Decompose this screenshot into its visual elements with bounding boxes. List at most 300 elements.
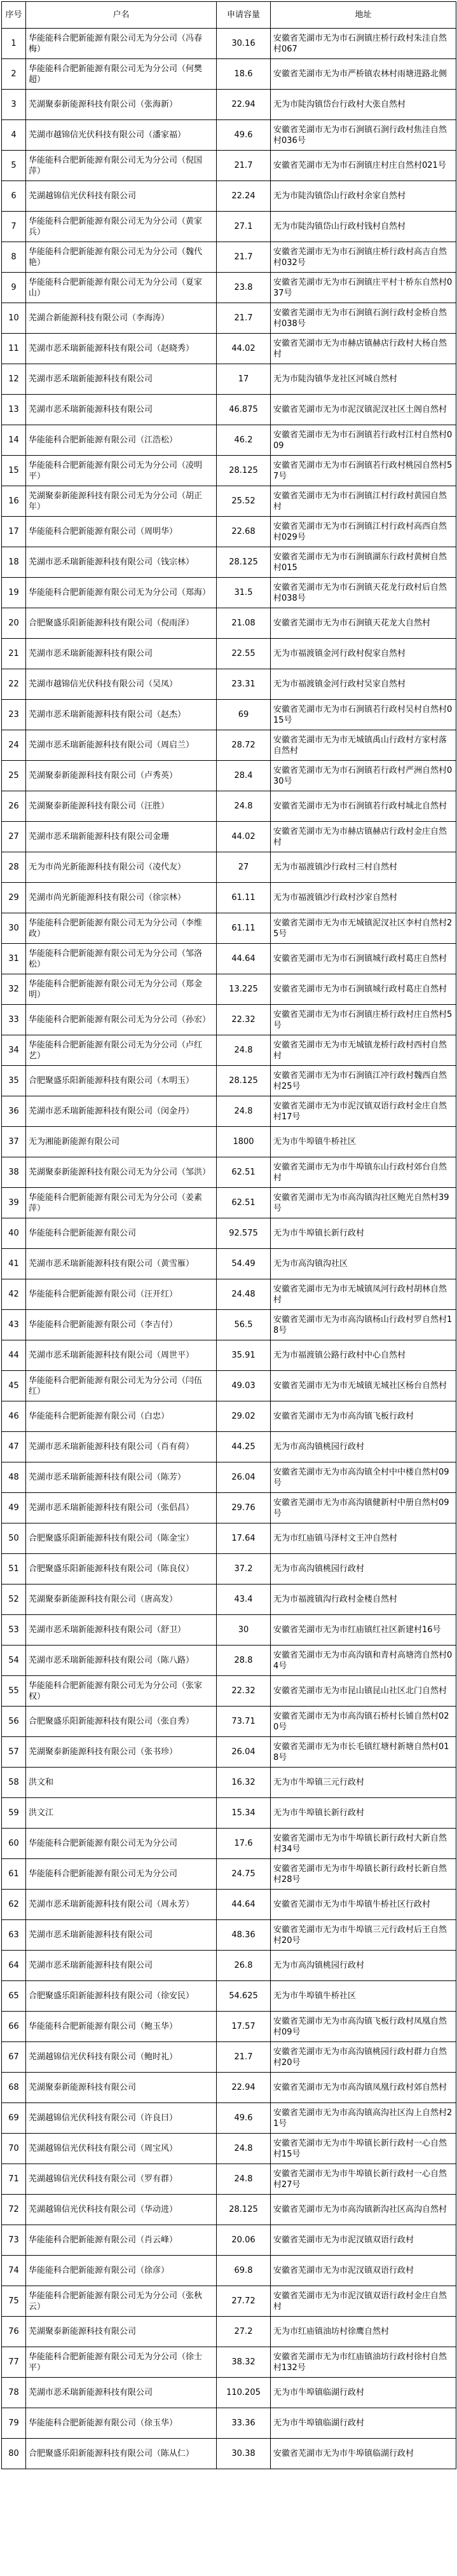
- row-index: 51: [2, 1554, 26, 1584]
- table-row: [2, 1523, 456, 1554]
- table-row: [2, 1005, 456, 1035]
- row-index: 16: [2, 486, 26, 517]
- row-index: 26: [2, 791, 26, 822]
- table-row: [2, 2286, 456, 2317]
- row-capacity: 37.2: [217, 1554, 271, 1584]
- row-capacity: 69: [217, 700, 271, 730]
- row-index: 9: [2, 273, 26, 303]
- table-row: [2, 1127, 456, 1157]
- row-index: 47: [2, 1432, 26, 1462]
- row-address: 安徽省芜湖市无为市高沟镇新沟社区高沟自然村: [271, 2195, 456, 2225]
- row-capacity: 54.625: [217, 1981, 271, 2012]
- row-address: 安徽省芜湖市无为市赫店镇赫店行政村金庄自然村: [271, 822, 456, 852]
- row-capacity: 38.32: [217, 2347, 271, 2378]
- row-owner: 芜湖市恶禾瑞新能源科技有限公司: [26, 364, 217, 395]
- table-row: [2, 1646, 456, 1676]
- table-row: [2, 2378, 456, 2408]
- row-address: 安徽省芜湖市无为市泥汊镇双语行政村: [271, 2256, 456, 2286]
- row-index: 74: [2, 2256, 26, 2286]
- row-index: 24: [2, 730, 26, 761]
- table-row: [2, 334, 456, 364]
- row-owner: 华能能科合肥新能源有限公司无为分公司: [26, 1859, 217, 1890]
- row-address: 安徽省芜湖市无为市高沟镇凤凰行政村郊自然村: [271, 2073, 456, 2103]
- row-capacity: 62.51: [217, 1157, 271, 1188]
- row-index: 36: [2, 1096, 26, 1127]
- row-address: 安徽省芜湖市无为市牛埠镇三元行政村后王自然村20号: [271, 1920, 456, 1951]
- row-capacity: 44.02: [217, 334, 271, 364]
- row-capacity: 44.02: [217, 822, 271, 852]
- row-capacity: 24.8: [217, 1096, 271, 1127]
- row-capacity: 49.6: [217, 2103, 271, 2134]
- row-index: 63: [2, 1920, 26, 1951]
- row-address: 安徽省芜湖市无为市泥汊镇双语行政村金庄自然村: [271, 2286, 456, 2317]
- row-address: 无为市牛埠镇临湖行政村: [271, 2408, 456, 2439]
- row-index: 66: [2, 2012, 26, 2042]
- row-address: 安徽省芜湖市无为市石涧镇若行政村桃园自然村57号: [271, 456, 456, 486]
- row-index: 80: [2, 2439, 26, 2469]
- row-owner: 芜湖市恶禾瑞新能源科技有限公司（张侣昌）: [26, 1493, 217, 1523]
- row-address: 安徽省芜湖市无为市石涧镇庄平村十桥东自然村037号: [271, 273, 456, 303]
- table-row: [2, 1340, 456, 1371]
- row-index: 70: [2, 2134, 26, 2164]
- row-index: 38: [2, 1157, 26, 1188]
- row-owner: 华能能科合肥新能源有限公司无为分公司（卢红艺）: [26, 1035, 217, 1066]
- row-index: 49: [2, 1493, 26, 1523]
- row-owner: 华能能科合肥新能源有限公司（李吉付）: [26, 1310, 217, 1340]
- row-index: 54: [2, 1646, 26, 1676]
- table-row: [2, 791, 456, 822]
- table-row: [2, 29, 456, 59]
- table-row: [2, 1615, 456, 1646]
- row-owner: 华能能科合肥新能源有限公司无为分公司（冯春梅）: [26, 29, 217, 59]
- row-address: 安徽省芜湖市无为市石涧镇天花龙大自然村: [271, 608, 456, 639]
- table-row: [2, 2073, 456, 2103]
- row-owner: 芜湖市恶禾瑞新能源科技有限公司（闵金丹）: [26, 1096, 217, 1127]
- row-owner: 华能能科合肥新能源有限公司无为分公司（魏代艳）: [26, 242, 217, 273]
- table-row: [2, 1371, 456, 1401]
- table-row: [2, 59, 456, 90]
- row-owner: 合肥聚盛乐阳新能源科技有限公司（徐安民）: [26, 1981, 217, 2012]
- row-index: 29: [2, 883, 26, 913]
- row-address: 安徽省芜湖市无为市高沟镇飞板行政村: [271, 1401, 456, 1432]
- row-address: 安徽省芜湖市无为市泥汊镇泥汊社区土阁自然村: [271, 395, 456, 425]
- table-row: [2, 2195, 456, 2225]
- row-capacity: 46.875: [217, 395, 271, 425]
- row-capacity: 21.7: [217, 242, 271, 273]
- row-index: 71: [2, 2164, 26, 2195]
- row-address: 安徽省芜湖市无为市赫店镇赫店行政村大杨自然村: [271, 334, 456, 364]
- row-capacity: 17.57: [217, 2012, 271, 2042]
- table-row: [2, 1066, 456, 1096]
- row-owner: 芜湖越锦信光伏科技有限公司（许良曰）: [26, 2103, 217, 2134]
- row-address: 安徽省芜湖市无为市石涧镇若行政村江村自然村009: [271, 425, 456, 456]
- row-address: 安徽省芜湖市无为市石涧镇石涧行政村金桥自然村038号: [271, 303, 456, 334]
- row-owner: 芜湖市尚光新能源科技有限公司（徐宗林）: [26, 883, 217, 913]
- table-row: [2, 913, 456, 944]
- row-owner: 无为湘能新能源有限公司: [26, 1127, 217, 1157]
- row-capacity: 27.1: [217, 212, 271, 242]
- row-capacity: 17: [217, 364, 271, 395]
- row-index: 37: [2, 1127, 26, 1157]
- row-capacity: 1800: [217, 1127, 271, 1157]
- row-owner: 芜湖市恶禾瑞新能源科技有限公司（陈芳）: [26, 1462, 217, 1493]
- row-index: 34: [2, 1035, 26, 1066]
- row-index: 60: [2, 1829, 26, 1859]
- row-owner: 芜湖市恶禾瑞新能源科技有限公司: [26, 395, 217, 425]
- row-capacity: 29.76: [217, 1493, 271, 1523]
- row-owner: 华能能科合肥新能源有限公司（白忠）: [26, 1401, 217, 1432]
- row-capacity: 17.64: [217, 1523, 271, 1554]
- row-capacity: 27.72: [217, 2286, 271, 2317]
- row-owner: 芜湖市恶禾瑞新能源科技有限公司（钱宗林）: [26, 547, 217, 578]
- row-capacity: 30: [217, 1615, 271, 1646]
- row-owner: 芜湖聚泰新能源科技有限公司（张书珍）: [26, 1737, 217, 1768]
- row-address: 安徽省芜湖市无为市石涧镇江冲行政村魏西自然村25号: [271, 1066, 456, 1096]
- row-capacity: 69.8: [217, 2256, 271, 2286]
- row-index: 27: [2, 822, 26, 852]
- row-address: 安徽省芜湖市无为市无城镇凤河行政村胡林自然村: [271, 1279, 456, 1310]
- row-index: 23: [2, 700, 26, 730]
- row-index: 64: [2, 1951, 26, 1981]
- table-row: [2, 822, 456, 852]
- row-owner: 芜湖聚泰新能源科技有限公司（卢秀英）: [26, 761, 217, 791]
- table-row: [2, 2439, 456, 2469]
- row-capacity: 22.24: [217, 181, 271, 212]
- row-index: 53: [2, 1615, 26, 1646]
- row-index: 31: [2, 944, 26, 974]
- row-address: 安徽省芜湖市无为市石涧镇湖东行政村黄树自然村015: [271, 547, 456, 578]
- row-address: 安徽省芜湖市无为市高沟镇桃园行政村群力自然村20号: [271, 2042, 456, 2073]
- table-row: [2, 151, 456, 181]
- row-capacity: 22.94: [217, 90, 271, 120]
- table-row: [2, 1035, 456, 1066]
- table-row: [2, 2225, 456, 2256]
- row-capacity: 110.205: [217, 2378, 271, 2408]
- row-owner: 合肥聚盛乐阳新能源科技有限公司（陈金宝）: [26, 1523, 217, 1554]
- row-capacity: 44.64: [217, 944, 271, 974]
- row-address: 安徽省芜湖市无为市石涧镇若行政村严洲自然村030号: [271, 761, 456, 791]
- row-owner: 华能能科合肥新能源有限公司: [26, 1218, 217, 1249]
- row-capacity: 21.7: [217, 303, 271, 334]
- row-owner: 合肥聚盛乐阳新能源科技有限公司（陈从仁）: [26, 2439, 217, 2469]
- row-index: 33: [2, 1005, 26, 1035]
- row-capacity: 18.6: [217, 59, 271, 90]
- row-index: 65: [2, 1981, 26, 2012]
- table-row: [2, 761, 456, 791]
- row-capacity: 54.49: [217, 1249, 271, 1279]
- table-row: [2, 212, 456, 242]
- row-capacity: 25.52: [217, 486, 271, 517]
- table-row: [2, 2317, 456, 2347]
- row-owner: 华能能科合肥新能源有限公司无为分公司（郑海）: [26, 578, 217, 608]
- table-row: [2, 2042, 456, 2073]
- row-index: 72: [2, 2195, 26, 2225]
- table-row: [2, 1279, 456, 1310]
- row-index: 42: [2, 1279, 26, 1310]
- row-owner: 芜湖越锦信光伏科技有限公司（华动进）: [26, 2195, 217, 2225]
- table-row: [2, 486, 456, 517]
- row-index: 2: [2, 59, 26, 90]
- table-row: [2, 1981, 456, 2012]
- table-row: [2, 852, 456, 883]
- row-address: 无为市陡沟镇岱山行政村钱村自然村: [271, 212, 456, 242]
- row-address: 无为市高沟镇桃园行政村: [271, 1951, 456, 1981]
- table-row: [2, 1096, 456, 1127]
- row-capacity: 22.32: [217, 1676, 271, 1707]
- row-capacity: 28.125: [217, 547, 271, 578]
- row-capacity: 21.08: [217, 608, 271, 639]
- row-capacity: 22.55: [217, 639, 271, 669]
- row-address: 安徽省芜湖市无为市牛埠镇临湖行政村: [271, 2439, 456, 2469]
- row-address: 安徽省芜湖市无为市石涧镇庄村庄自然村021号: [271, 151, 456, 181]
- row-index: 4: [2, 120, 26, 151]
- table-row: [2, 1890, 456, 1920]
- row-index: 40: [2, 1218, 26, 1249]
- table-row: [2, 1462, 456, 1493]
- table-row: [2, 639, 456, 669]
- row-owner: 华能能科合肥新能源有限公司无为分公司（张秋云）: [26, 2286, 217, 2317]
- row-owner: 芜湖市越锦信光伏科技有限公司（吴凤）: [26, 669, 217, 700]
- row-owner: 华能能科合肥新能源有限公司无为分公司（闫伍红）: [26, 1371, 217, 1401]
- row-capacity: 13.225: [217, 974, 271, 1005]
- table-row: [2, 944, 456, 974]
- row-owner: 华能能科合肥新能源有限公司无为分公司（凌明平）: [26, 456, 217, 486]
- row-owner: 华能能科合肥新能源有限公司（鲍玉华）: [26, 2012, 217, 2042]
- row-capacity: 29.02: [217, 1401, 271, 1432]
- row-capacity: 43.4: [217, 1584, 271, 1615]
- row-owner: 合肥聚盛乐阳新能源科技有限公司（倪雨泽）: [26, 608, 217, 639]
- row-owner: 芜湖越锦信光伏科技有限公司（罗有群）: [26, 2164, 217, 2195]
- row-owner: 华能能科合肥新能源有限公司（肖云峰）: [26, 2225, 217, 2256]
- row-owner: 华能能科合肥新能源有限公司无为分公司（邹洛松）: [26, 944, 217, 974]
- row-address: 安徽省芜湖市无为市红庙镇红社区新建村16号: [271, 1615, 456, 1646]
- row-index: 19: [2, 578, 26, 608]
- table-row: [2, 2256, 456, 2286]
- table-row: [2, 1859, 456, 1890]
- row-capacity: 27: [217, 852, 271, 883]
- row-address: 安徽省芜湖市无为市无城镇泥汊社区李村自然村25号: [271, 913, 456, 944]
- table-row: [2, 425, 456, 456]
- row-address: 安徽省芜湖市无为市高沟镇和青村高塘湾自然村04号: [271, 1646, 456, 1676]
- row-address: 安徽省芜湖市无为市石涧镇城行政村葛庄自然村: [271, 974, 456, 1005]
- row-capacity: 26.04: [217, 1462, 271, 1493]
- row-capacity: 24.8: [217, 791, 271, 822]
- row-index: 79: [2, 2408, 26, 2439]
- row-capacity: 23.8: [217, 273, 271, 303]
- row-capacity: 28.125: [217, 2195, 271, 2225]
- table-row: [2, 2347, 456, 2378]
- row-address: 无为市牛埠镇临湖行政村: [271, 2378, 456, 2408]
- row-owner: 芜湖市恶禾瑞新能源科技有限公司（赵晓秀）: [26, 334, 217, 364]
- row-index: 30: [2, 913, 26, 944]
- row-index: 39: [2, 1188, 26, 1218]
- row-index: 50: [2, 1523, 26, 1554]
- header-address: 地址: [271, 2, 456, 29]
- table-row: [2, 1218, 456, 1249]
- table-row: [2, 2164, 456, 2195]
- row-index: 14: [2, 425, 26, 456]
- row-capacity: 22.68: [217, 517, 271, 547]
- row-owner: 华能能科合肥新能源有限公司（江浩松）: [26, 425, 217, 456]
- table-row: [2, 1432, 456, 1462]
- row-owner: 芜湖越锦信光伏科技有限公司（周宝风）: [26, 2134, 217, 2164]
- row-index: 1: [2, 29, 26, 59]
- row-address: 安徽省芜湖市无为市石涧镇若行政村吴村自然村015号: [271, 700, 456, 730]
- row-index: 46: [2, 1401, 26, 1432]
- row-capacity: 61.11: [217, 913, 271, 944]
- row-capacity: 48.36: [217, 1920, 271, 1951]
- row-index: 43: [2, 1310, 26, 1340]
- table-row: [2, 1798, 456, 1829]
- row-address: 安徽省芜湖市无为市无城镇龙桥行政村西村自然村: [271, 1035, 456, 1066]
- row-address: 安徽省芜湖市无为市无城镇禹山行政村方家村落自然村: [271, 730, 456, 761]
- row-owner: 华能能科合肥新能源有限公司（汪开红）: [26, 1279, 217, 1310]
- row-owner: 洪文和: [26, 1768, 217, 1798]
- row-index: 55: [2, 1676, 26, 1707]
- table-row: [2, 2408, 456, 2439]
- row-address: 安徽省芜湖市无为市牛埠镇东山行政村郊台自然村: [271, 1157, 456, 1188]
- row-owner: 芜湖市恶禾瑞新能源科技有限公司（肖有荷）: [26, 1432, 217, 1462]
- row-index: 48: [2, 1462, 26, 1493]
- row-index: 10: [2, 303, 26, 334]
- row-address: 无为市牛埠镇牛桥社区: [271, 1981, 456, 2012]
- table-row: [2, 730, 456, 761]
- row-owner: 华能能科合肥新能源有限公司（周明华）: [26, 517, 217, 547]
- row-address: 安徽省芜湖市无为市高沟镇沟社区鲍光自然村39号: [271, 1188, 456, 1218]
- table-row: [2, 1737, 456, 1768]
- row-index: 77: [2, 2347, 26, 2378]
- row-owner: 华能能科合肥新能源有限公司无为分公司（何樊超）: [26, 59, 217, 90]
- row-index: 73: [2, 2225, 26, 2256]
- row-capacity: 35.91: [217, 1340, 271, 1371]
- row-owner: 芜湖市恶禾瑞新能源科技有限公司（舒卫）: [26, 1615, 217, 1646]
- row-index: 41: [2, 1249, 26, 1279]
- row-address: 无为市红庙镇马泽村文王冲自然村: [271, 1523, 456, 1554]
- row-capacity: 20.06: [217, 2225, 271, 2256]
- table-row: [2, 303, 456, 334]
- row-owner: 芜湖聚泰新能源科技有限公司无为分公司（胡正年）: [26, 486, 217, 517]
- row-capacity: 24.48: [217, 1279, 271, 1310]
- table-row: [2, 1157, 456, 1188]
- row-owner: 芜湖市越锦信光伏科技有限公司（潘家福）: [26, 120, 217, 151]
- table-row: [2, 273, 456, 303]
- row-index: 21: [2, 639, 26, 669]
- table-row: [2, 1676, 456, 1707]
- row-index: 6: [2, 181, 26, 212]
- row-index: 56: [2, 1707, 26, 1737]
- row-index: 20: [2, 608, 26, 639]
- row-index: 69: [2, 2103, 26, 2134]
- table-row: [2, 883, 456, 913]
- row-address: 无为市牛埠镇长新行政村: [271, 1218, 456, 1249]
- row-owner: 合肥聚盛乐阳新能源科技有限公司（木明玉）: [26, 1066, 217, 1096]
- row-capacity: 22.94: [217, 2073, 271, 2103]
- row-owner: 芜湖聚泰新能源科技有限公司（汪胜）: [26, 791, 217, 822]
- row-address: 安徽省芜湖市无为市石涧镇若行政村城北自然村: [271, 791, 456, 822]
- row-index: 45: [2, 1371, 26, 1401]
- row-owner: 无为市尚光新能源科技有限公司（凌代友）: [26, 852, 217, 883]
- row-capacity: 15.34: [217, 1798, 271, 1829]
- row-address: 安徽省芜湖市无为市高沟镇石桥村长铺自然村020号: [271, 1707, 456, 1737]
- table-row: [2, 1188, 456, 1218]
- row-owner: 芜湖市恶禾瑞新能源科技有限公司: [26, 2378, 217, 2408]
- row-address: 安徽省芜湖市无为市牛埠镇长新行政村大新自然村34号: [271, 1829, 456, 1859]
- row-capacity: 44.25: [217, 1432, 271, 1462]
- row-owner: 芜湖市恶禾瑞新能源科技有限公司（周永芳）: [26, 1890, 217, 1920]
- row-index: 5: [2, 151, 26, 181]
- row-address: 无为市福渡镇沙行政村沙家自然村: [271, 883, 456, 913]
- row-capacity: 28.125: [217, 456, 271, 486]
- row-capacity: 21.7: [217, 2042, 271, 2073]
- row-capacity: 61.11: [217, 883, 271, 913]
- row-capacity: 24.8: [217, 2134, 271, 2164]
- row-address: 安徽省芜湖市无为市长毛镇红塘村新塘自然村018号: [271, 1737, 456, 1768]
- row-address: 安徽省芜湖市无为市高沟镇全村中中楼自然村09号: [271, 1462, 456, 1493]
- row-address: 无为市陡沟镇华龙社区河城自然村: [271, 364, 456, 395]
- row-capacity: 27.2: [217, 2317, 271, 2347]
- row-owner: 芜湖聚泰新能源科技有限公司（唐高发）: [26, 1584, 217, 1615]
- row-owner: 芜湖越锦信光伏科技有限公司: [26, 181, 217, 212]
- table-row: [2, 1584, 456, 1615]
- table-row: [2, 1768, 456, 1798]
- table-row: [2, 242, 456, 273]
- row-owner: 芜湖市恶禾瑞新能源科技有限公司: [26, 1951, 217, 1981]
- row-index: 78: [2, 2378, 26, 2408]
- table-row: [2, 1707, 456, 1737]
- row-capacity: 49.6: [217, 120, 271, 151]
- row-owner: 芜湖聚泰新能源科技有限公司: [26, 2073, 217, 2103]
- row-capacity: 62.51: [217, 1188, 271, 1218]
- row-address: 无为市福渡镇金河行政村吴家自然村: [271, 669, 456, 700]
- row-address: 无为市牛埠镇牛桥社区: [271, 1127, 456, 1157]
- row-owner: 华能能科合肥新能源有限公司（徐玉华）: [26, 2408, 217, 2439]
- row-address: 安徽省芜湖市无为市泥汊镇双语行政村金庄自然村17号: [271, 1096, 456, 1127]
- table-row: [2, 1554, 456, 1584]
- row-address: 安徽省芜湖市无为市牛埠镇长新行政村长新自然村28号: [271, 1859, 456, 1890]
- row-capacity: 24.75: [217, 1859, 271, 1890]
- row-owner: 芜湖市恶禾瑞新能源科技有限公司（黄雪雁）: [26, 1249, 217, 1279]
- row-capacity: 22.32: [217, 1005, 271, 1035]
- table-row: [2, 608, 456, 639]
- row-address: 无为市高沟镇桃园行政村: [271, 1432, 456, 1462]
- row-capacity: 28.8: [217, 1646, 271, 1676]
- row-capacity: 28.72: [217, 730, 271, 761]
- row-address: 无为市福渡镇沟行政村金楼自然村: [271, 1584, 456, 1615]
- row-index: 3: [2, 90, 26, 120]
- row-address: 安徽省芜湖市无为市牛埠镇长新行政村一心自然村15号: [271, 2134, 456, 2164]
- row-capacity: 49.03: [217, 1371, 271, 1401]
- row-capacity: 73.71: [217, 1707, 271, 1737]
- row-index: 59: [2, 1798, 26, 1829]
- row-owner: 华能能科合肥新能源有限公司无为分公司（李维政）: [26, 913, 217, 944]
- row-index: 57: [2, 1737, 26, 1768]
- row-index: 32: [2, 974, 26, 1005]
- row-address: 安徽省芜湖市无为市红庙镇油坊行政村徐村自然村132号: [271, 2347, 456, 2378]
- row-index: 11: [2, 334, 26, 364]
- application-table: [1, 1, 456, 2469]
- table-row: [2, 90, 456, 120]
- table-row: [2, 120, 456, 151]
- row-address: 无为市牛埠镇三元行政村: [271, 1768, 456, 1798]
- row-capacity: 16.32: [217, 1768, 271, 1798]
- header-index: 序号: [2, 2, 26, 29]
- row-address: 安徽省芜湖市无为市牛埠镇长新行政村一心自然村27号: [271, 2164, 456, 2195]
- table-row: [2, 364, 456, 395]
- header-row: [2, 2, 456, 29]
- row-owner: 芜湖市恶禾瑞新能源科技有限公司: [26, 639, 217, 669]
- row-capacity: 31.5: [217, 578, 271, 608]
- row-owner: 芜湖市恶禾瑞新能源科技有限公司（陈八路）: [26, 1646, 217, 1676]
